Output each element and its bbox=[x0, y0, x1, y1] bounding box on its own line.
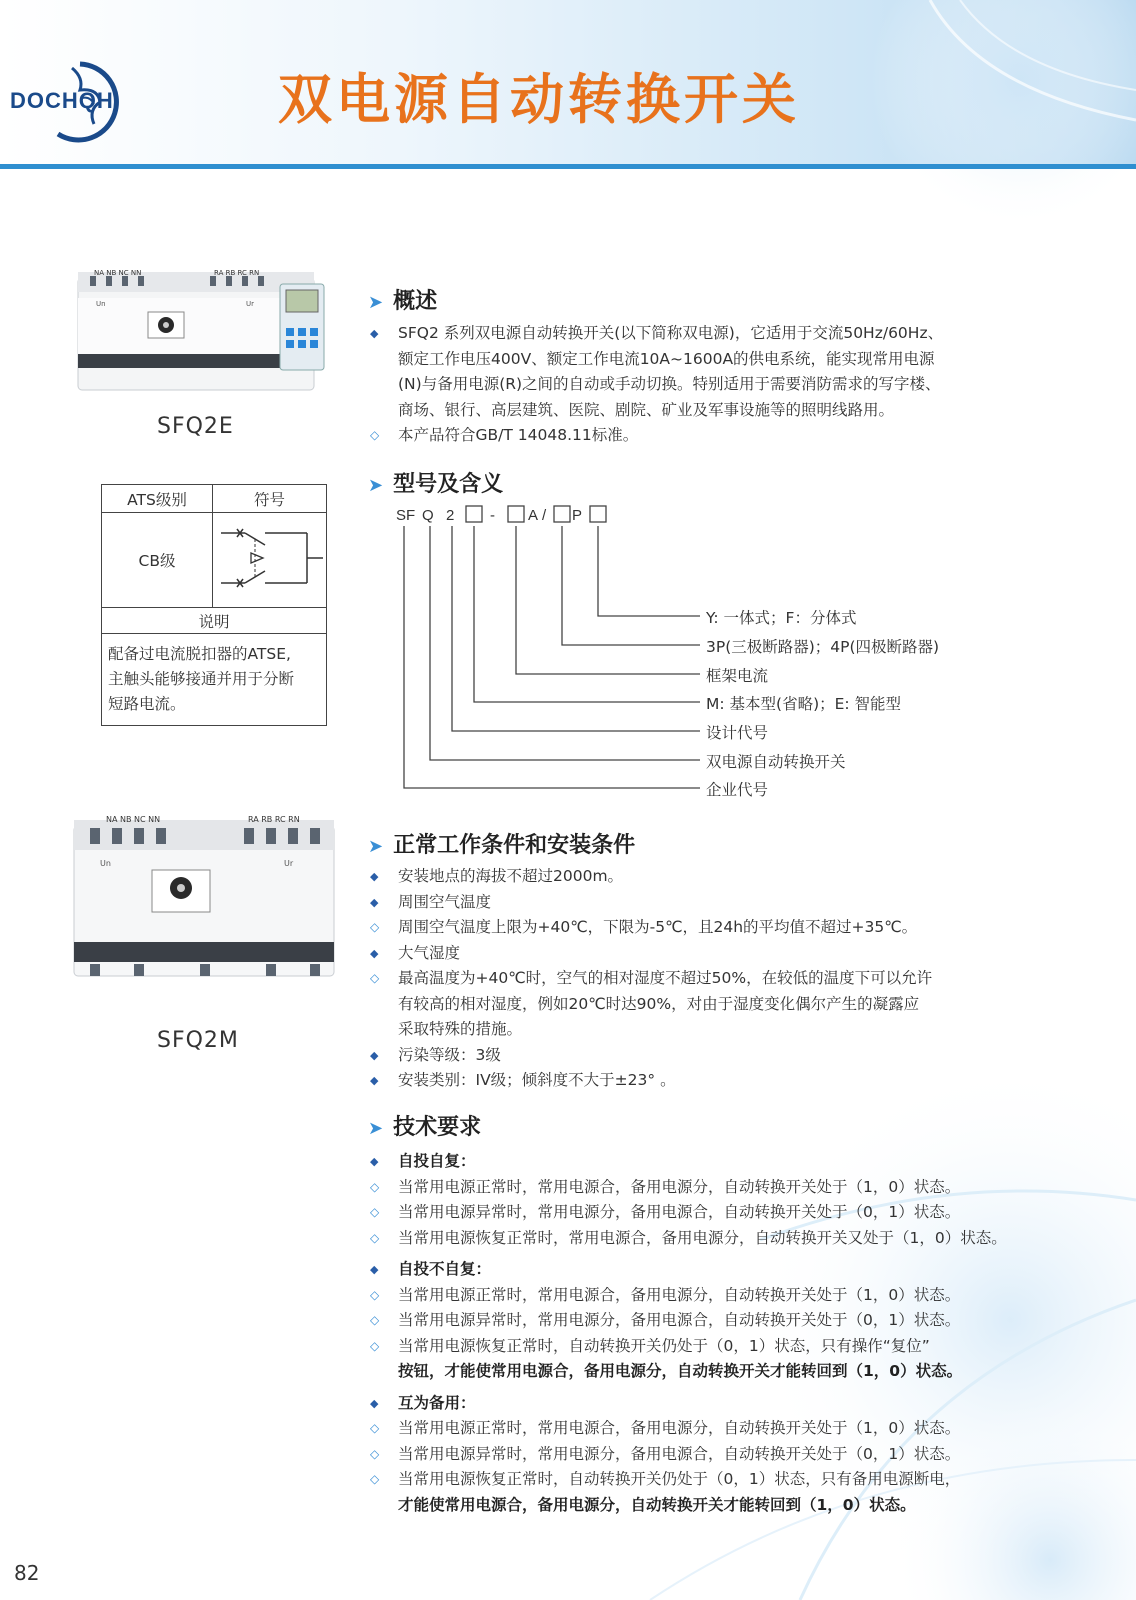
sfq2m-ur-label: Ur bbox=[284, 859, 294, 868]
list-item bbox=[370, 1017, 932, 1043]
ats-desc-line: 短路电流。 bbox=[108, 695, 186, 713]
list-item bbox=[370, 1283, 1007, 1309]
list-item-text: 最高温度为+40℃时，空气的相对湿度不超过50%，在较低的温度下可以允许 bbox=[398, 969, 933, 987]
list-item bbox=[370, 1359, 1007, 1385]
diamond-filled-icon: ◆ bbox=[370, 1396, 379, 1410]
list-item-text: 安装类别：IV级；倾斜度不大于±23° 。 bbox=[398, 1071, 676, 1089]
code-part-slash: / bbox=[542, 507, 547, 524]
list-item bbox=[370, 1493, 1007, 1519]
section-title-overview bbox=[368, 284, 437, 315]
tech-title-text: 技术要求 bbox=[393, 1115, 482, 1140]
brand-logo-text: DOCHQH bbox=[10, 88, 114, 113]
page-title: 双电源自动转换开关 bbox=[278, 68, 800, 131]
overview-title-text: 概述 bbox=[393, 289, 438, 314]
ats-desc-cell bbox=[102, 634, 327, 726]
model-title-text: 型号及含义 bbox=[393, 472, 504, 497]
list-item-text: 当常用电源正常时，常用电源合，备用电源分，自动转换开关处于（1，0）状态。 bbox=[398, 1285, 961, 1304]
model-legend-item: 3P(三极断路器)；4P(四极断路器) bbox=[706, 638, 940, 656]
tech-group-heading bbox=[370, 1391, 1007, 1417]
list-item-text: 才能使常用电源合，备用电源分，自动转换开关才能转回到（1，0）状态。 bbox=[398, 1495, 916, 1514]
sfq2e-terminal-left: NA NB NC NN bbox=[94, 269, 142, 277]
list-item-text: 本产品符合GB/T 14048.11标准。 bbox=[398, 426, 639, 444]
list-item-text: 商场、银行、高层建筑、医院、剧院、矿业及军事设施等的照明线路用。 bbox=[398, 400, 895, 419]
list-item-text: 当常用电源恢复正常时，自动转换开关仍处于（0，1）状态，只有操作“复位” bbox=[398, 1336, 930, 1355]
product-label-sfq2m: SFQ2M bbox=[157, 1028, 239, 1053]
list-item bbox=[370, 1175, 1007, 1201]
list-item-text: (N)与备用电源(R)之间的自动或手动切换。特别适用于需要消防需求的写字楼、 bbox=[398, 375, 941, 393]
list-item-text: 额定工作电压400V、额定工作电流10A~1600A的供电系统，能实现常用电源 bbox=[398, 349, 935, 368]
list-item bbox=[370, 992, 932, 1018]
model-legend-item: 设计代号 bbox=[706, 724, 769, 742]
tech-group-heading bbox=[370, 1149, 1007, 1175]
list-item-text: 采取特殊的措施。 bbox=[398, 1020, 523, 1038]
list-item-text: 安装地点的海拔不超过2000m。 bbox=[398, 867, 624, 885]
list-item-text: 有较高的相对湿度，例如20℃时达90%，对由于湿度变化偶尔产生的凝露应 bbox=[398, 994, 920, 1013]
list-item bbox=[370, 372, 943, 398]
diamond-filled-icon: ◆ bbox=[370, 895, 379, 909]
ats-symbol-cell bbox=[213, 513, 327, 608]
list-item bbox=[370, 347, 943, 373]
diamond-filled-icon: ◆ bbox=[370, 1263, 379, 1276]
list-item bbox=[370, 966, 932, 992]
list-item-text: 大气湿度 bbox=[398, 943, 461, 962]
code-box-1 bbox=[466, 506, 482, 522]
list-item-text: 按钮，才能使常用电源合，备用电源分，自动转换开关才能转回到（1，0）状态。 bbox=[398, 1362, 963, 1380]
list-item bbox=[370, 423, 943, 449]
list-item bbox=[370, 1308, 1007, 1334]
diamond-outline-icon: ◇ bbox=[370, 1446, 380, 1461]
code-part-a: A bbox=[528, 507, 539, 524]
list-item bbox=[370, 1442, 1007, 1468]
diamond-filled-icon: ◆ bbox=[370, 870, 379, 883]
conditions-list bbox=[370, 864, 932, 1094]
list-item bbox=[370, 1416, 1007, 1442]
sfq2e-ur-label: Ur bbox=[246, 300, 255, 308]
diamond-filled-icon: ◆ bbox=[370, 1155, 379, 1168]
list-item-text: 周围空气温度上限为+40℃，下限为-5℃，且24h的平均值不超过+35℃。 bbox=[398, 918, 918, 936]
diamond-outline-icon: ◇ bbox=[370, 1313, 380, 1327]
code-part-p: P bbox=[572, 507, 583, 524]
diamond-filled-icon: ◆ bbox=[370, 946, 379, 960]
list-item bbox=[370, 321, 943, 347]
list-item-text: 周围空气温度 bbox=[398, 892, 492, 911]
diamond-outline-icon: ◇ bbox=[370, 1179, 380, 1194]
code-box-4 bbox=[590, 506, 606, 522]
product-image-sfq2e bbox=[76, 268, 326, 398]
tech-group-heading-text: 自投不自复： bbox=[398, 1260, 492, 1278]
sfq2m-terminal-right: RA RB RC RN bbox=[248, 815, 300, 824]
sfq2m-terminal-left: NA NB NC NN bbox=[106, 815, 161, 824]
list-item bbox=[370, 1043, 932, 1069]
list-item-text: 当常用电源恢复正常时，自动转换开关仍处于（0，1）状态，只有备用电源断电， bbox=[398, 1470, 961, 1488]
product-image-sfq2m bbox=[72, 812, 342, 998]
section-title-conditions bbox=[368, 828, 635, 859]
model-legend-item: 框架电流 bbox=[706, 667, 769, 685]
model-legend-item: 双电源自动转换开关 bbox=[706, 753, 846, 771]
code-part-q: Q bbox=[422, 507, 434, 524]
ats-desc-header: 说明 bbox=[102, 608, 327, 634]
product-label-sfq2e: SFQ2E bbox=[157, 414, 234, 439]
list-item-text: 当常用电源恢复正常时，常用电源合，备用电源分，自动转换开关又处于（1，0）状态。 bbox=[398, 1228, 1007, 1247]
list-item-text: 当常用电源异常时，常用电源分，备用电源合，自动转换开关处于（0，1）状态。 bbox=[398, 1444, 961, 1463]
chevron-right-icon: ➤ bbox=[368, 1118, 384, 1139]
list-item bbox=[370, 1467, 1007, 1493]
chevron-right-icon: ➤ bbox=[368, 475, 384, 496]
diamond-outline-icon: ◇ bbox=[370, 1230, 380, 1245]
diamond-outline-icon: ◇ bbox=[370, 1421, 380, 1435]
model-legend-item: Y: 一体式；F：分体式 bbox=[706, 609, 857, 627]
diamond-filled-icon: ◆ bbox=[370, 327, 379, 340]
list-item-text: 污染等级：3级 bbox=[398, 1045, 501, 1064]
chevron-right-icon: ➤ bbox=[368, 836, 384, 857]
section-title-tech bbox=[368, 1110, 481, 1141]
diamond-filled-icon: ◆ bbox=[370, 1048, 379, 1062]
list-item bbox=[370, 890, 932, 916]
diamond-outline-icon: ◇ bbox=[370, 1287, 380, 1302]
list-item bbox=[370, 915, 932, 941]
list-item-text: 当常用电源异常时，常用电源分，备用电源合，自动转换开关处于（0，1）状态。 bbox=[398, 1203, 961, 1221]
header-divider bbox=[0, 164, 1136, 169]
tech-group-heading bbox=[370, 1257, 1007, 1283]
code-part-2: 2 bbox=[446, 507, 455, 524]
sfq2e-un-label: Un bbox=[96, 300, 106, 308]
code-part-dash: - bbox=[490, 507, 495, 524]
list-item-text: 当常用电源异常时，常用电源分，备用电源合，自动转换开关处于（0，1）状态。 bbox=[398, 1311, 961, 1329]
list-item bbox=[370, 1226, 1007, 1252]
ats-col-header-symbol: 符号 bbox=[213, 485, 327, 513]
model-legend-item: M: 基本型(省略)；E: 智能型 bbox=[706, 695, 902, 713]
diamond-outline-icon: ◇ bbox=[370, 428, 380, 442]
list-item bbox=[370, 1068, 932, 1094]
overview-list bbox=[370, 321, 943, 449]
list-item bbox=[370, 864, 932, 890]
diamond-outline-icon: ◇ bbox=[370, 920, 380, 934]
chevron-right-icon: ➤ bbox=[368, 292, 384, 313]
code-box-2 bbox=[508, 506, 524, 522]
brand-logo bbox=[10, 58, 140, 143]
diamond-outline-icon: ◇ bbox=[370, 1205, 380, 1219]
model-legend-item: 企业代号 bbox=[706, 781, 769, 799]
list-item bbox=[370, 941, 932, 967]
diamond-outline-icon: ◇ bbox=[370, 971, 380, 985]
tech-group-heading-text: 自投自复： bbox=[398, 1152, 476, 1170]
page-number: 82 bbox=[14, 1561, 40, 1585]
list-item-text: 当常用电源正常时，常用电源合，备用电源分，自动转换开关处于（1，0）状态。 bbox=[398, 1177, 961, 1196]
list-item bbox=[370, 1334, 1007, 1360]
ats-col-header-level: ATS级别 bbox=[102, 485, 213, 513]
ats-desc-line: 配备过电流脱扣器的ATSE, bbox=[108, 645, 291, 663]
ats-level-table bbox=[101, 484, 327, 726]
list-item-text: SFQ2 系列双电源自动转换开关(以下简称双电源)，它适用于交流50Hz/60Hz、 bbox=[398, 324, 944, 342]
code-box-3 bbox=[554, 506, 570, 522]
list-item-text: 当常用电源正常时，常用电源合，备用电源分，自动转换开关处于（1，0）状态。 bbox=[398, 1419, 961, 1437]
code-part-sf: SF bbox=[396, 507, 416, 524]
diamond-outline-icon: ◇ bbox=[370, 1338, 380, 1353]
page-header bbox=[0, 0, 1136, 170]
ats-desc-line: 主触头能够接通并用于分断 bbox=[108, 670, 295, 688]
ats-level-value: CB级 bbox=[102, 513, 213, 608]
diamond-outline-icon: ◇ bbox=[370, 1472, 380, 1486]
sfq2e-terminal-right: RA RB RC RN bbox=[214, 269, 260, 277]
list-item bbox=[370, 398, 943, 424]
section-title-model bbox=[368, 467, 503, 498]
list-item bbox=[370, 1200, 1007, 1226]
sfq2m-un-label: Un bbox=[100, 859, 111, 868]
diamond-filled-icon: ◆ bbox=[370, 1074, 379, 1087]
switch-symbol-icon bbox=[215, 513, 325, 603]
conditions-title-text: 正常工作条件和安装条件 bbox=[393, 833, 636, 858]
tech-group-heading-text: 互为备用： bbox=[398, 1393, 476, 1412]
tech-list bbox=[370, 1149, 1007, 1518]
model-code-diagram bbox=[396, 504, 716, 804]
